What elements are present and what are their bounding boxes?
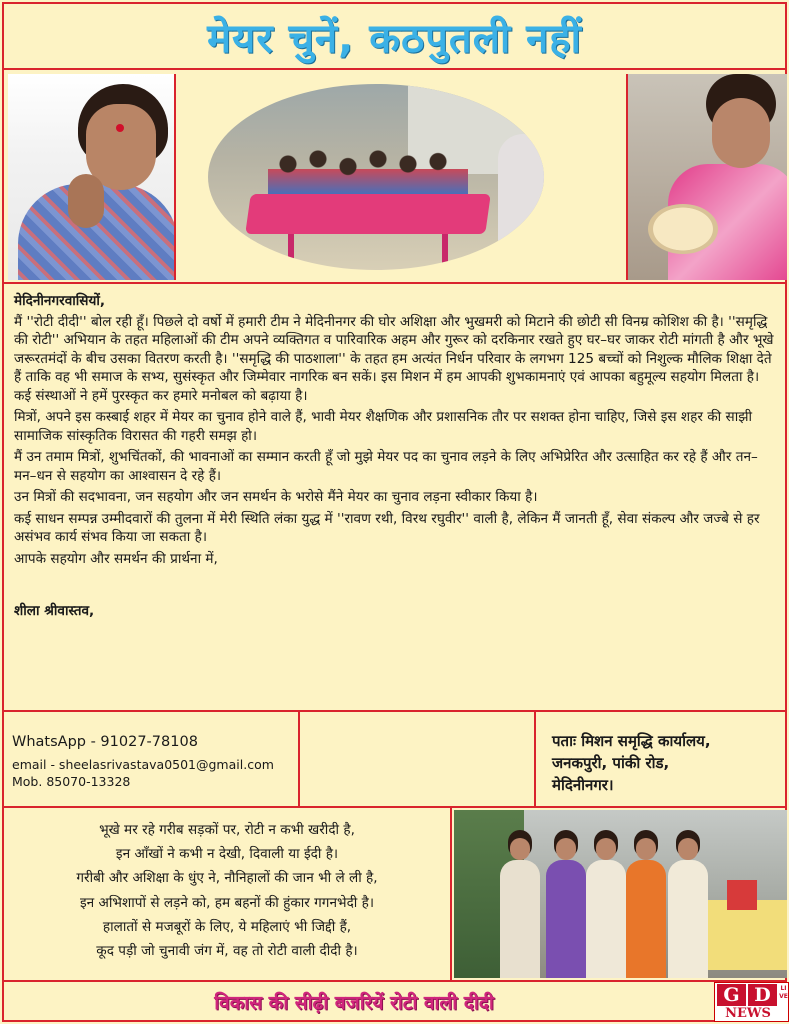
poem-line: भूखे मर रहे गरीब सड़कों पर, रोटी न कभी खरीदी है, (99, 822, 355, 838)
logo-letter: D (748, 984, 777, 1006)
poem-line: हालातों से मजबूरों के लिए, ये महिलाएं भी जिद्दी हैं, (102, 918, 352, 935)
slogan: विकास की सीढ़ी बजरियें रोटी वाली दीदी (214, 992, 494, 1014)
office-address (536, 712, 786, 806)
contact-details (4, 712, 300, 806)
contact-spacer (300, 712, 536, 806)
roti-photo (626, 74, 787, 280)
poem-line: कूद पड़ी जो चुनावी जंग में, वह तो रोटी वाली दीदी है। (96, 943, 358, 960)
letter-paragraph: कई साधन सम्पन्न उम्मीदवारों की तुलना में मेरी स्थिति लंका युद्ध में ''रावण रथी, विरथ रघुवीर'' वाली है, लेकिन मैं जानती हूँ, सेवा संकल्प और जज्बे से हर असंभव कार्य संभव किया जा सकता है। (14, 510, 760, 545)
poem (4, 808, 452, 980)
portrait-photo (8, 74, 176, 280)
letter-paragraph: मित्रों, अपने इस कस्बाई शहर में मेयर का चुनाव होने वाले हैं, भावी मेयर शैक्षणिक और प्रशासनिक तौर पर सशक्त होना चाहिए, जिसे इस शहर की साझी सामाजिक सांस्कृतिक विरासत की गहरी समझ हो। (14, 409, 753, 444)
logo-letter: G (717, 984, 746, 1006)
contact-row (4, 710, 785, 808)
logo-news: NEWS (725, 1006, 771, 1021)
gd-news-logo (714, 982, 789, 1022)
letter-body (14, 292, 779, 710)
letter-signature: शीला श्रीवास्तव, (14, 603, 95, 619)
classroom-photo (208, 84, 544, 270)
headline: मेयर चुनें, कठपुतली नहीं (4, 4, 785, 70)
mobile-number: Mob. 85070-13328 (12, 774, 131, 789)
address-line: पताः मिशन समृद्धि कार्यालय, (552, 732, 711, 750)
address-line: मेदिनीनगर। (552, 776, 614, 794)
letter-greeting: मेदिनीनगरवासियों, (14, 293, 106, 309)
poem-line: इन अभिशापों से लड़ने को, हम बहनों की हुंकार गगनभेदी है। (79, 894, 374, 911)
poem-line: इन आँखों ने कभी न देखी, दिवाली या ईदी है। (115, 846, 339, 863)
letter-closing: आपके सहयोग और समर्थन की प्रार्थना में, (14, 550, 218, 567)
photo-strip (4, 70, 785, 284)
email-address: email - sheelasrivastava0501@gmail.com (12, 757, 274, 772)
letter-paragraph: उन मित्रों की सदभावना, जन सहयोग और जन समर्थन के भरोसे मैंने मेयर का चुनाव लड़ना स्वीकार किया है। (14, 489, 538, 505)
logo-live: LIVE (779, 985, 788, 1000)
poem-line: गरीबी और अशिक्षा के धुंए ने, नौनिहालों की जान भी ले ली है, (76, 870, 378, 887)
bottom-row (4, 808, 785, 980)
letter-paragraph: मैं ''रोटी दीदी'' बोल रही हूँ। पिछले दो वर्षो में हमारी टीम ने मेदिनीनगर की घोर अशिक्षा और भुखमरी को मिटाने की छोटी सी विनम्र कोशिश की है। ''समृद्धि की रोटी'' अभियान के तहत महिलाओं की टीम अपने व्यक्तिगत व पारिवारिक अहम और गुरूर को दरकिनार रखते हुए घर–घर जाकर रोटी मांगती है और भूखे जरूरतमंदों के बीच उसका वितरण करती है। ''समृद्धि की पाठशाला'' के तहत हम अत्यंत निर्धन परिवार के लगभग 125 बच्चों को निशुल्क मौलिक शिक्षा देते हैं ताकि वह भी समाज के सभ्य, सुसंस्कृत और जिम्मेवार नागरिक बन सकें। इस मिशन में हम आपकी शुभकामनाएं एवं आपका बहुमूल्य सहयोग मिलता है। कई संस्थाओं ने हमें पुरस्कृत कर हमारे मनोबल को बढ़ाया है। (14, 313, 774, 404)
group-photo (454, 810, 787, 978)
letter-paragraph: मैं उन तमाम मित्रों, शुभचिंतकों, की भावनाओं का सम्मान करती हूँ जो मुझे मेयर पद का चुनाव लड़ने के लिए अभिप्रेरित और उत्साहित कर रहे हैं और तन–मन–धन से सहयोग का आश्वासन दे रहे हैं। (14, 449, 758, 484)
address-line: जनकपुरी, पांकी रोड, (552, 754, 670, 772)
footer (4, 980, 788, 1022)
whatsapp-number: WhatsApp - 91027-78108 (12, 734, 198, 750)
poster (2, 2, 787, 1022)
